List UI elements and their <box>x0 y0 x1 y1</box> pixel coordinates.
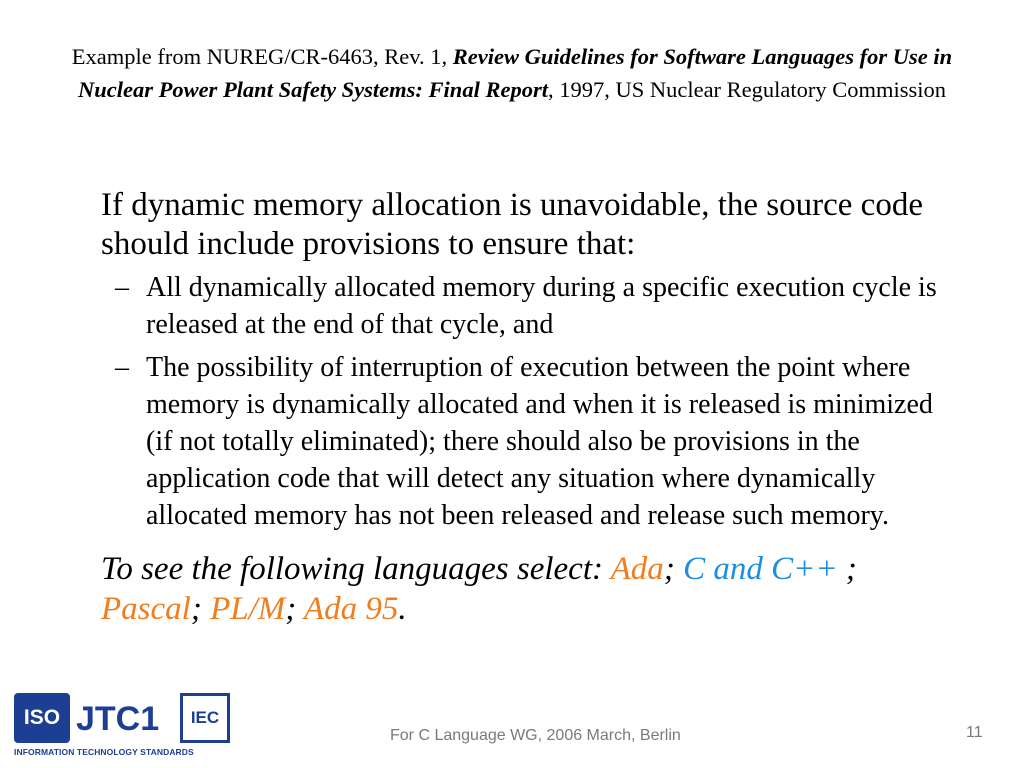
bullet-dash: – <box>115 272 129 303</box>
period: . <box>398 591 407 627</box>
title-prefix: Example from NUREG/CR-6463, Rev. 1, <box>71 44 453 69</box>
link-ada[interactable]: Ada <box>610 551 664 587</box>
logo-tagline: INFORMATION TECHNOLOGY STANDARDS <box>14 747 194 757</box>
bullet-item <box>101 269 961 343</box>
separator: ; <box>285 591 304 627</box>
separator: ; <box>663 551 684 587</box>
language-select-line <box>101 549 961 629</box>
link-pascal[interactable]: Pascal <box>101 591 191 627</box>
title-report-name: Review Guidelines for Software Languages for Use in Nuclear Power Plant Safety Systems: Final Report <box>77 44 953 102</box>
slide-body <box>101 186 961 662</box>
footer-caption: For C Language WG, 2006 March, Berlin <box>390 727 681 744</box>
title-suffix: , 1997, US Nuclear Regulatory Commission <box>547 77 947 102</box>
iso-logo-mark: ISO <box>14 693 70 743</box>
jtc1-logo <box>14 693 232 759</box>
slide-title <box>60 40 964 106</box>
separator: ; <box>837 551 857 587</box>
link-plm[interactable]: PL/M <box>210 591 286 627</box>
slide-number: 11 <box>966 724 983 741</box>
bullet-list <box>101 269 961 534</box>
jtc1-wordmark: JTC1 <box>76 700 160 738</box>
link-ada95[interactable]: Ada 95 <box>303 591 399 627</box>
iec-logo-mark: IEC <box>180 693 230 743</box>
link-c-and-cpp[interactable]: C and C++ <box>683 551 838 587</box>
bullet-item <box>101 349 961 534</box>
select-prefix: To see the following languages select: <box>101 551 611 587</box>
bullet-dash: – <box>115 352 129 383</box>
separator: ; <box>190 591 211 627</box>
bullet-text: All dynamically allocated memory during a specific execution cycle is released at the end of that cycle, and <box>146 272 937 340</box>
bullet-text: The possibility of interruption of execution between the point where memory is dynamically allocated and when it is released is minimized (if not totally eliminated); there should also be provisions in the application code that will detect any situation where dynamically allocated memory has not been released and release such memory. <box>146 352 933 531</box>
lead-paragraph: If dynamic memory allocation is unavoidable, the source code should include provisions to ensure that: <box>101 187 923 262</box>
